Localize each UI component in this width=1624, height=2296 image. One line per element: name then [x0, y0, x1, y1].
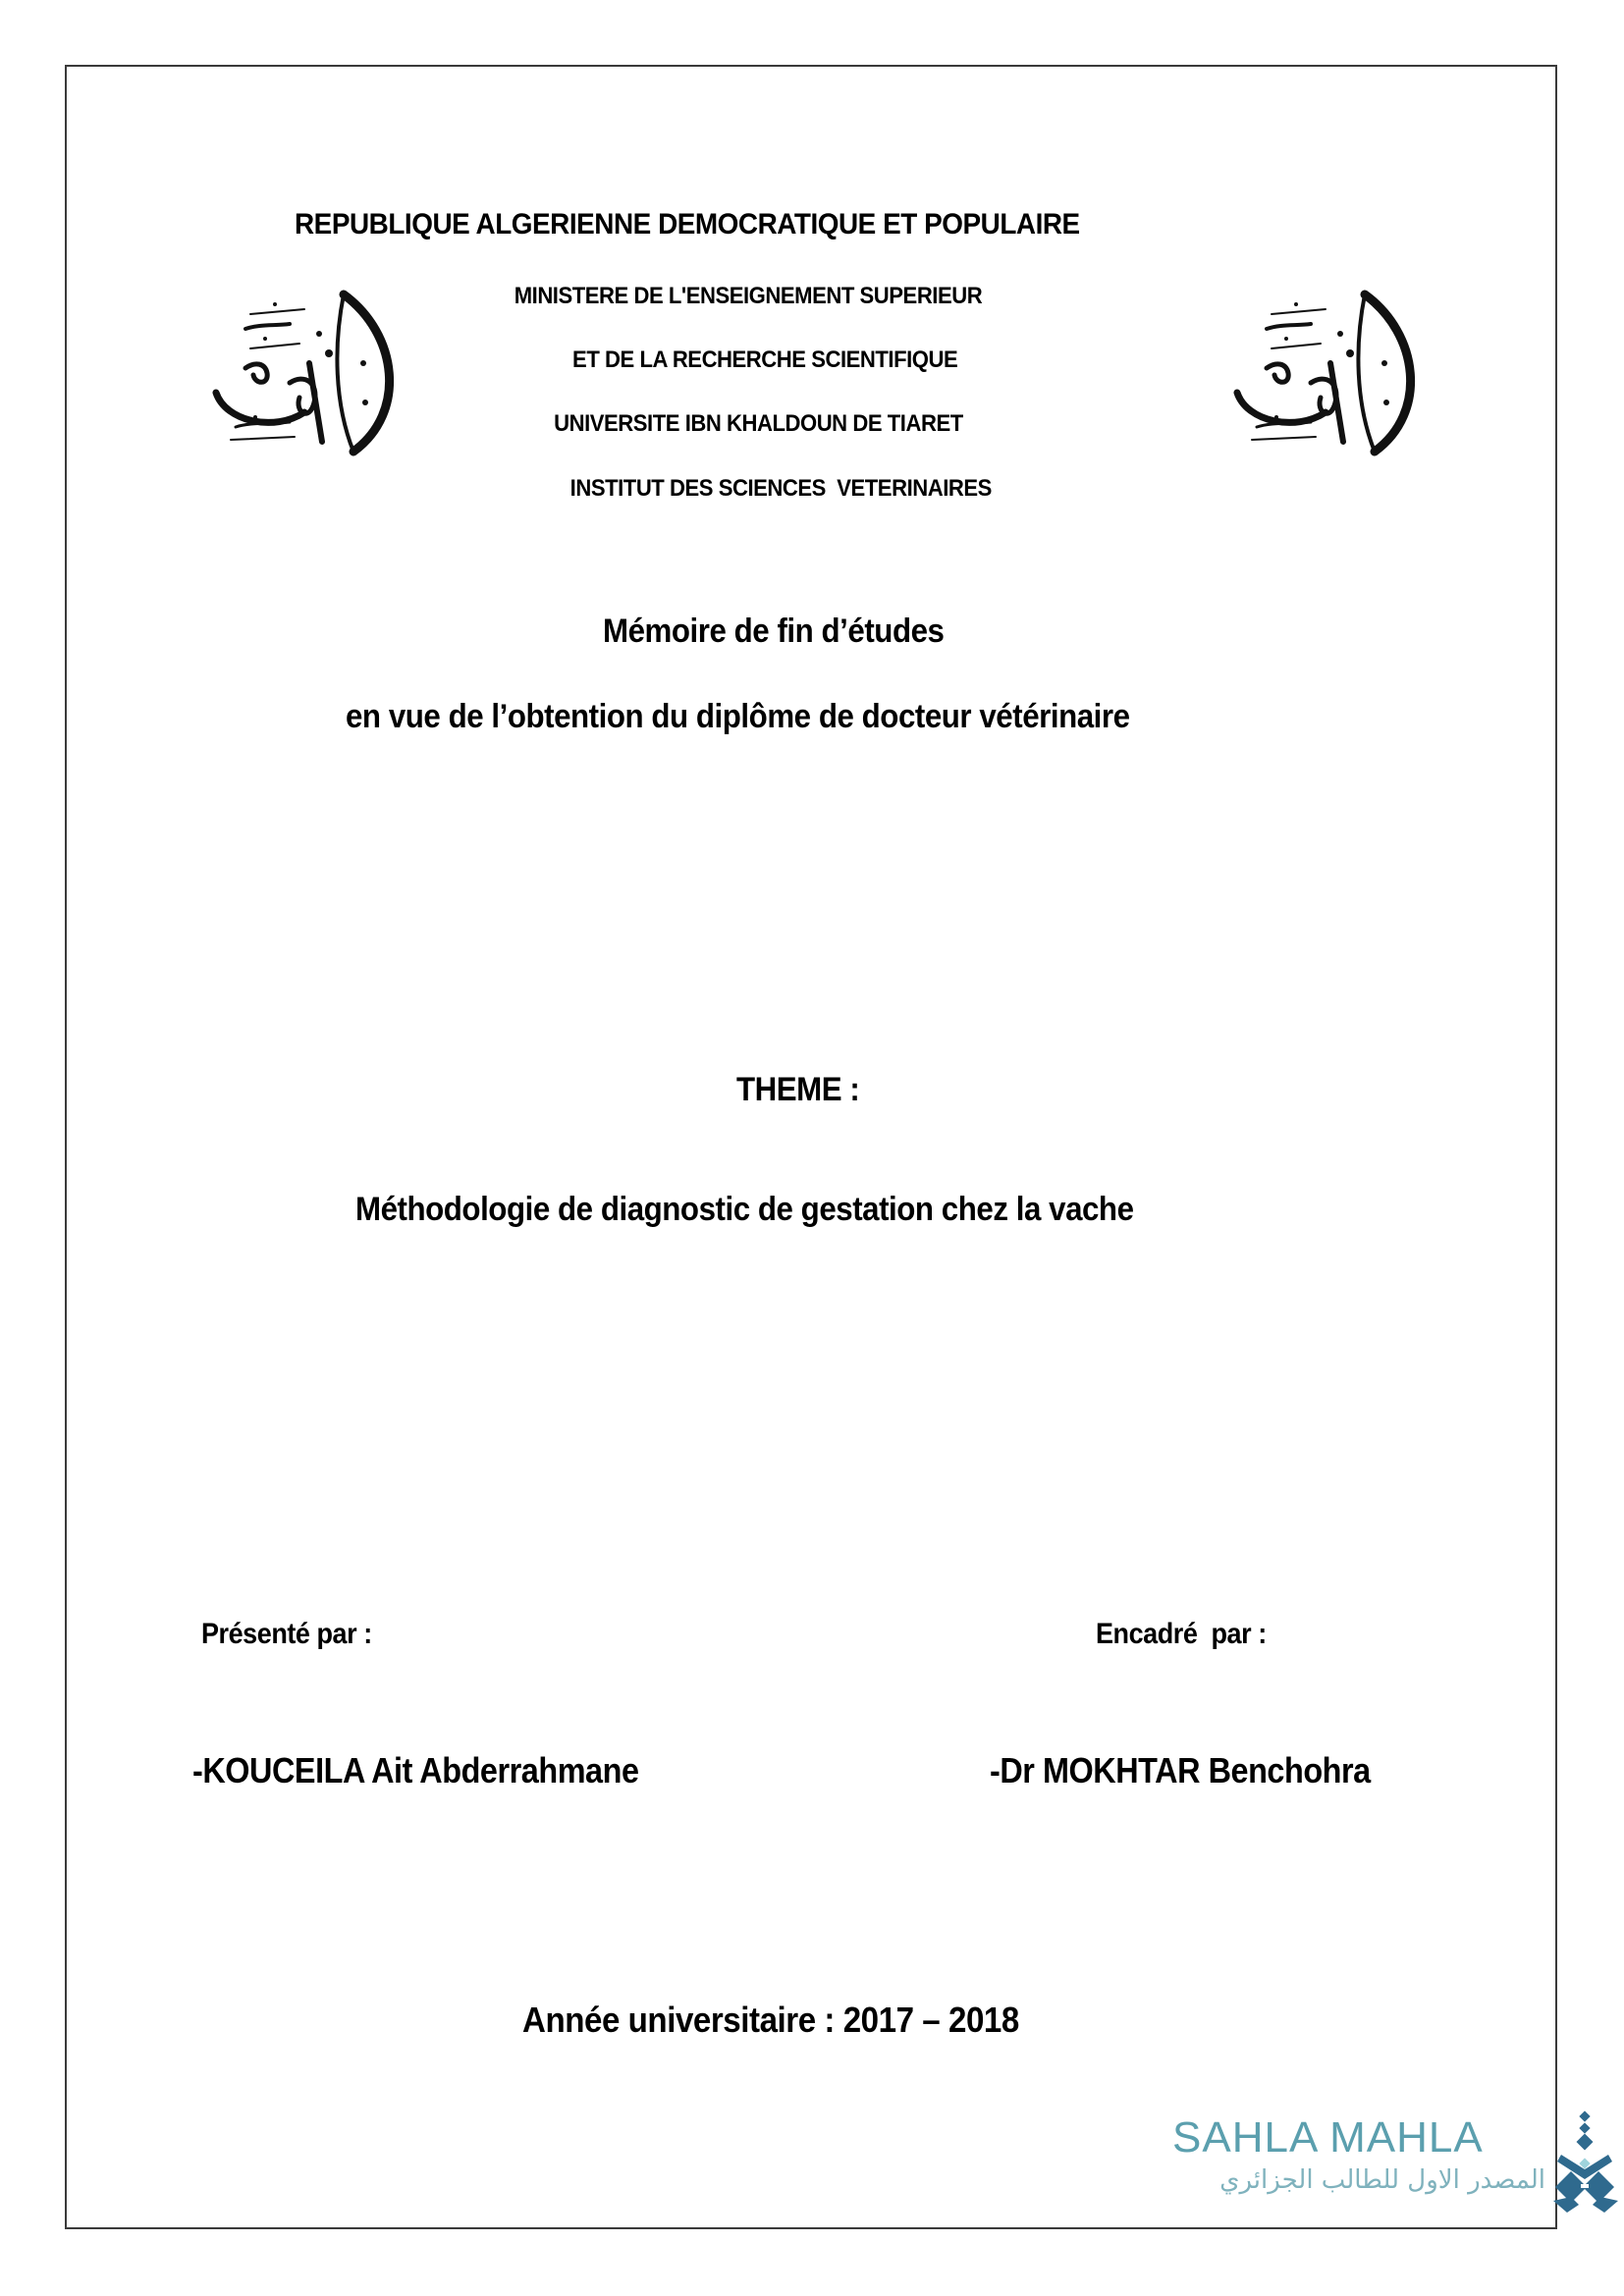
student-name: -KOUCEILA Ait Abderrahmane — [192, 1750, 639, 1790]
ministry-line-1: MINISTERE DE L'ENSEIGNEMENT SUPERIEUR — [514, 283, 983, 309]
theme-title: Méthodologie de diagnostic de gestation chez la vache — [355, 1191, 1134, 1228]
watermark-subtitle: المصدر الاول للطالب الجزائري — [1219, 2165, 1545, 2195]
academic-year: Année universitaire : 2017 – 2018 — [522, 2000, 1019, 2040]
university-logo-right — [1218, 275, 1434, 461]
memoire-title: Mémoire de fin d’études — [603, 613, 945, 650]
memoire-subtitle: en vue de l’obtention du diplôme de docteur vétérinaire — [346, 698, 1130, 735]
presented-by-label: Présenté par : — [201, 1618, 372, 1650]
sahla-mahla-watermark — [1168, 2110, 1561, 2218]
watermark-title: SAHLA MAHLA — [1172, 2113, 1484, 2162]
university-logo-left — [196, 275, 412, 461]
supervisor-name: -Dr MOKHTAR Benchohra — [990, 1750, 1371, 1790]
university-name: UNIVERSITE IBN KHALDOUN DE TIARET — [554, 410, 963, 437]
ministry-line-2: ET DE LA RECHERCHE SCIENTIFIQUE — [572, 347, 958, 373]
theme-label: THEME : — [736, 1071, 860, 1108]
sahla-mahla-logo-icon — [1551, 2110, 1620, 2218]
republic-heading: REPUBLIQUE ALGERIENNE DEMOCRATIQUE ET POPULAIRE — [295, 208, 1080, 240]
supervised-by-label: Encadré par : — [1096, 1618, 1267, 1650]
institute-name: INSTITUT DES SCIENCES VETERINAIRES — [569, 475, 992, 502]
